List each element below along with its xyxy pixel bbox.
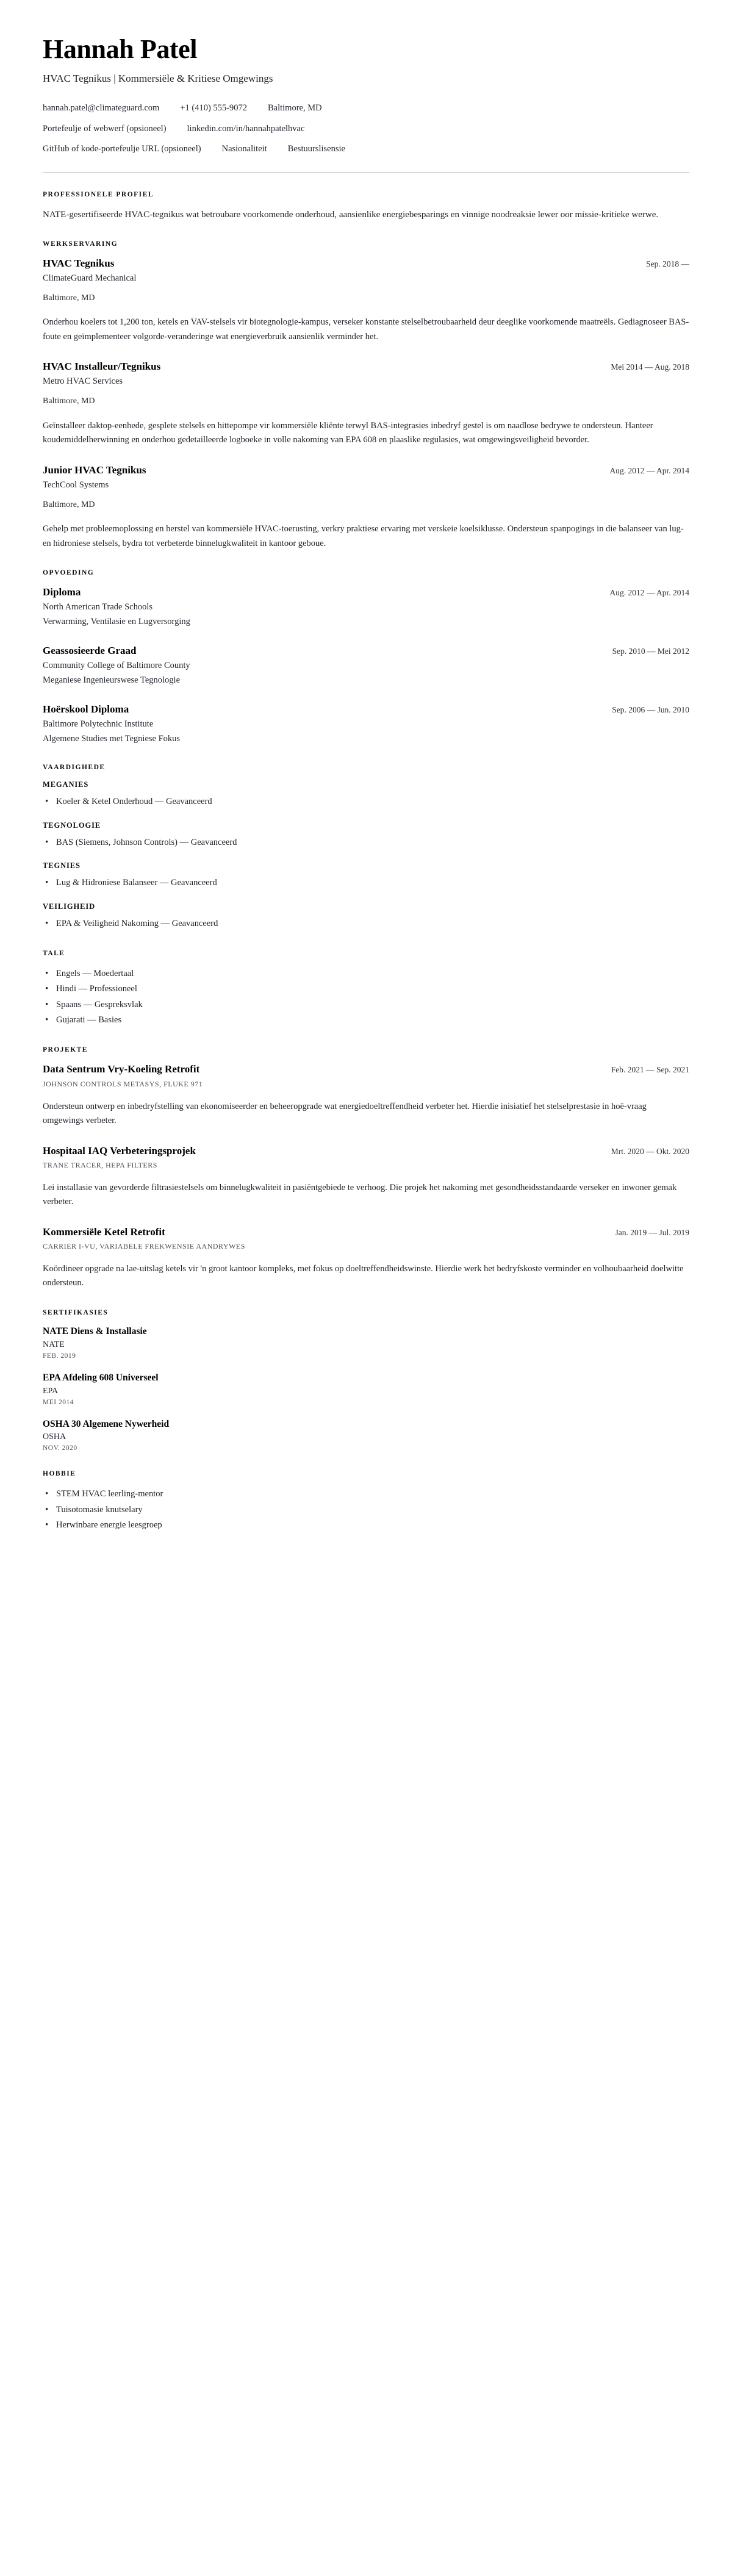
section-title-certifications: SERTIFIKASIES — [43, 1308, 109, 1316]
experience-entry — [43, 257, 689, 344]
section-languages — [43, 950, 689, 1028]
professional-subtitle: HVAC Tegnikus | Kommersiële & Kritiese Omgewings — [43, 73, 273, 85]
job-company: Metro HVAC Services — [43, 376, 123, 387]
project-description: Ondersteun ontwerp en inbedryfstelling van ekonomiseerder en beheeropgrade wat energiedoeltreffendheid verbeter het. Hierdie inisiatief het stelselprestasie in hoë-vraag omgewings verbeter. — [43, 1101, 647, 1126]
entry-header — [43, 1225, 689, 1239]
project-entry — [43, 1144, 689, 1210]
job-location: Baltimore, MD — [43, 396, 95, 406]
section-title-hobbies: HOBBIE — [43, 1470, 76, 1478]
field-of-study: Algemene Studies met Tegniese Fokus — [43, 734, 181, 744]
skill-item: • BAS (Siemens, Johnson Controls) — Geavanceerd — [43, 835, 689, 850]
contact-location: Baltimore, MD — [267, 103, 322, 113]
entry-header — [43, 1144, 689, 1158]
entry-header — [43, 257, 689, 270]
project-title: Hospitaal IAQ Verbeteringsprojek — [43, 1144, 196, 1157]
section-title-languages: TALE — [43, 949, 65, 957]
entry-header — [43, 644, 689, 658]
section-certifications — [43, 1309, 689, 1452]
job-description: Gehelp met probleemoplossing en herstel van kommersiële HVAC-toerusting, verkry praktiese ervaring met verskeie koelsiklusse. Ondersteun spanpogings in die balanseer van lug- en hidroniese stelsels, bydra tot verbeterde binnelugkwaliteit in kantoor geboue. — [43, 524, 684, 548]
certification-issuer: NATE — [43, 1340, 65, 1349]
job-date: Mei 2014 — Aug. 2018 — [611, 362, 689, 372]
contact-row-1 — [43, 101, 689, 115]
skill-group-title: TEGNIES — [43, 861, 81, 870]
job-title: HVAC Tegnikus — [43, 257, 115, 269]
skill-list — [43, 916, 689, 931]
certification-entry — [43, 1418, 689, 1452]
contact-drivers-license: Bestuurslisensie — [287, 144, 345, 154]
degree-title: Hoërskool Diploma — [43, 703, 129, 716]
degree-date: Sep. 2010 — Mei 2012 — [612, 647, 689, 656]
skill-list — [43, 875, 689, 891]
section-title-experience: WERKSERVARING — [43, 240, 118, 248]
skill-group — [43, 780, 689, 809]
field-of-study: Verwarming, Ventilasie en Lugversorging — [43, 617, 190, 627]
skill-group-title: VEILIGHEID — [43, 902, 96, 911]
project-title: Kommersiële Ketel Retrofit — [43, 1225, 165, 1238]
experience-entry — [43, 464, 689, 551]
school-name: Community College of Baltimore County — [43, 661, 190, 671]
entry-header — [43, 703, 689, 716]
contact-nationality: Nasionaliteit — [221, 144, 267, 154]
contact-row-2 — [43, 122, 689, 135]
skill-group — [43, 821, 689, 850]
degree-date: Sep. 2006 — Jun. 2010 — [612, 705, 689, 715]
job-company: TechCool Systems — [43, 479, 109, 490]
section-title-profile: PROFESSIONELE PROFIEL — [43, 190, 154, 198]
degree-title: Geassosieerde Graad — [43, 645, 137, 657]
certification-date: NOV. 2020 — [43, 1444, 77, 1452]
section-experience — [43, 240, 689, 551]
certification-issuer: EPA — [43, 1386, 59, 1396]
skill-list — [43, 794, 689, 809]
certification-issuer: OSHA — [43, 1432, 66, 1442]
project-tech-stack: JOHNSON CONTROLS METASYS, FLUKE 971 — [43, 1079, 203, 1088]
education-entry — [43, 644, 689, 687]
hobby-list — [43, 1487, 689, 1533]
certification-date: MEI 2014 — [43, 1398, 74, 1406]
job-date: Aug. 2012 — Apr. 2014 — [609, 465, 689, 475]
degree-date: Aug. 2012 — Apr. 2014 — [609, 588, 689, 598]
project-date: Mrt. 2020 — Okt. 2020 — [611, 1146, 689, 1156]
section-title-projects: PROJEKTE — [43, 1046, 88, 1054]
field-of-study: Meganiese Ingenieurswese Tegnologie — [43, 675, 181, 686]
certification-entry — [43, 1372, 689, 1406]
hobby-item: • Tuisotomasie knutselary — [43, 1502, 689, 1518]
skill-item: • EPA & Veiligheid Nakoming — Geavanceerd — [43, 916, 689, 931]
language-item: • Gujarati — Basies — [43, 1013, 689, 1028]
job-description: Geïnstalleer daktop-eenhede, gesplete stelsels en hittepompe vir kommersiële kliënte terwyl BAS-integrasies inbedryf gestel is om naadlose bedrywe te ondersteun. Hanteer koudemiddelherwinning en onderhou gedetailleerde logboeke in volle nakoming van EPA 608 en plaaslike regulasies, wat omgewingsveiligheid bevorder. — [43, 420, 653, 445]
section-title-education: OPVOEDING — [43, 569, 95, 577]
job-date: Sep. 2018 — — [646, 259, 689, 268]
contact-email[interactable]: hannah.patel@climateguard.com — [43, 103, 160, 113]
education-entry — [43, 586, 689, 628]
hobby-item: • STEM HVAC leerling-mentor — [43, 1487, 689, 1502]
contact-linkedin[interactable]: linkedin.com/in/hannahpatelhvac — [187, 123, 305, 134]
contact-portfolio[interactable]: Portefeulje of webwerf (opsioneel) — [43, 123, 167, 134]
school-name: North American Trade Schools — [43, 602, 153, 612]
certification-name: OSHA 30 Algemene Nywerheid — [43, 1418, 170, 1429]
project-title: Data Sentrum Vry-Koeling Retrofit — [43, 1063, 200, 1075]
education-entry — [43, 703, 689, 745]
project-tech-stack: CARRIER I-VU, VARIABELE FREKWENSIE AANDRYWES — [43, 1241, 245, 1250]
experience-entry — [43, 360, 689, 447]
skill-item: • Koeler & Ketel Onderhoud — Geavanceerd — [43, 794, 689, 809]
language-item: • Spaans — Gespreksvlak — [43, 997, 689, 1013]
skill-group-title: MEGANIES — [43, 780, 89, 789]
skill-item: • Lug & Hidroniese Balanseer — Geavanceerd — [43, 875, 689, 891]
project-entry — [43, 1225, 689, 1291]
entry-header — [43, 586, 689, 599]
project-date: Jan. 2019 — Jul. 2019 — [615, 1227, 689, 1237]
hobby-item: • Herwinbare energie leesgroep — [43, 1518, 689, 1533]
job-title: HVAC Installeur/Tegnikus — [43, 361, 161, 373]
skill-list — [43, 835, 689, 850]
certification-entry — [43, 1326, 689, 1360]
job-location: Baltimore, MD — [43, 293, 95, 303]
language-item: • Hindi — Professioneel — [43, 981, 689, 997]
skill-group-title: TEGNOLOGIE — [43, 820, 101, 830]
contact-github[interactable]: GitHub of kode-portefeulje URL (opsioneel) — [43, 144, 201, 154]
degree-title: Diploma — [43, 586, 81, 598]
skill-group — [43, 902, 689, 931]
header-divider — [43, 172, 689, 173]
section-profile — [43, 191, 689, 222]
certification-date: FEB. 2019 — [43, 1352, 76, 1360]
school-name: Baltimore Polytechnic Institute — [43, 719, 154, 730]
certification-name: NATE Diens & Installasie — [43, 1326, 147, 1336]
job-title: Junior HVAC Tegnikus — [43, 464, 146, 476]
section-education — [43, 569, 689, 745]
entry-header — [43, 360, 689, 373]
project-tech-stack: TRANE TRACER, HEPA FILTERS — [43, 1160, 157, 1169]
project-description: Lei installasie van gevorderde filtrasiestelsels om binnelugkwaliteit in pasiëntgebiede te verhoog. Die projek het nakoming met gesondheidsstandaarde verseker en inwoner gemak verbeter. — [43, 1182, 677, 1207]
contact-row-3 — [43, 142, 689, 156]
entry-header — [43, 1063, 689, 1076]
job-company: ClimateGuard Mechanical — [43, 273, 137, 284]
project-description: Koördineer opgrade na lae-uitslag ketels vir 'n groot kantoor kompleks, met fokus op doeltreffendheidswinste. Hierdie werk het bedryfskoste verminder en volhoubaarheid doelwitte ondersteun. — [43, 1263, 684, 1288]
profile-text: NATE-gesertifiseerde HVAC-tegnikus wat betroubare voorkomende onderhoud, aansienlike energiebesparings en vinnige noodreaksie lewer oor missie-kritieke werwe. — [43, 209, 659, 220]
project-date: Feb. 2021 — Sep. 2021 — [611, 1065, 689, 1075]
section-skills — [43, 764, 689, 931]
job-description: Onderhou koelers tot 1,200 ton, ketels en VAV-stelsels vir biotegnologie-kampus, verseker konstante stelselbetroubaarheid deur deeglike voorkomende maatreëls. Gediagnoseer BAS-foute en geïmplementeer volgorde-veranderinge wat energieverbruik aansienlik verminder het. — [43, 317, 689, 342]
resume-header — [43, 35, 689, 156]
section-projects — [43, 1046, 689, 1290]
project-entry — [43, 1063, 689, 1128]
skill-group — [43, 861, 689, 891]
job-location: Baltimore, MD — [43, 500, 95, 509]
language-list — [43, 966, 689, 1028]
entry-header — [43, 464, 689, 477]
language-item: • Engels — Moedertaal — [43, 966, 689, 981]
section-hobbies — [43, 1470, 689, 1533]
contact-phone[interactable]: +1 (410) 555-9072 — [180, 103, 247, 113]
page-title: Hannah Patel — [43, 34, 198, 64]
certification-name: EPA Afdeling 608 Universeel — [43, 1372, 159, 1383]
section-title-skills: VAARDIGHEDE — [43, 764, 106, 772]
